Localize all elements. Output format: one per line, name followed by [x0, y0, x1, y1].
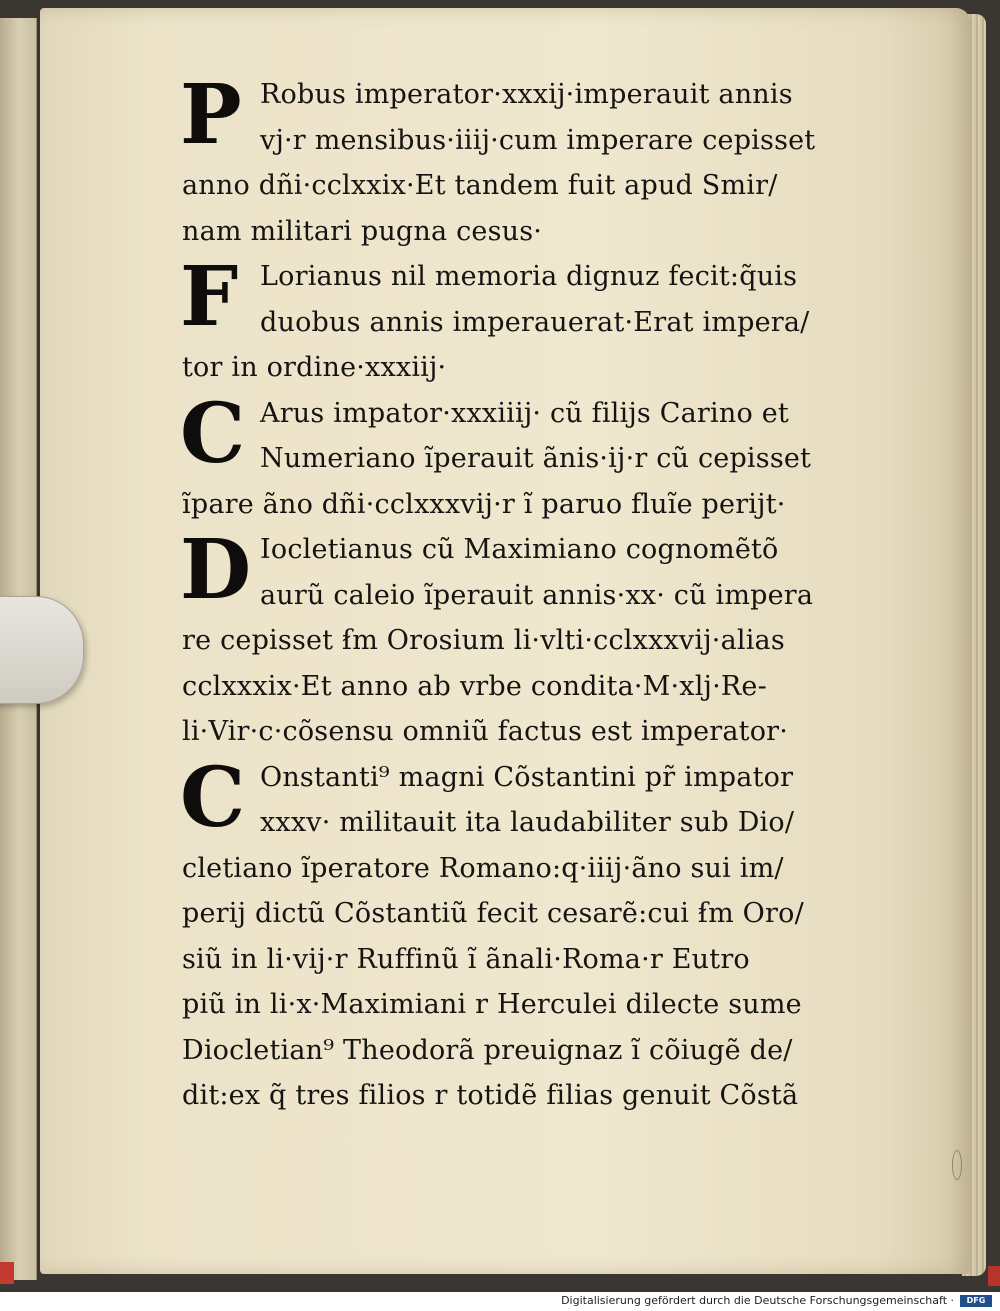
- text-line: Lorianus nil memoria dignuz fecit:q̃uis: [260, 261, 798, 292]
- page-clip: [0, 596, 84, 704]
- drop-initial: C: [180, 385, 246, 482]
- drop-initial: F: [180, 249, 239, 345]
- entry-florianus: [180, 249, 912, 391]
- text-line: Iocletianus cũ Maximiano cognomẽtõ: [260, 534, 779, 565]
- text-line: duobus annis imperauerat·Erat impera/: [260, 306, 810, 338]
- drop-initial: D: [180, 522, 252, 618]
- text-line: vj·r mensibus·iiij·cum imperare cepisset: [260, 124, 816, 156]
- footer-bar: [0, 1292, 1000, 1311]
- text-line: aurũ caleio ĩperauit annis·xx· cũ impera: [260, 579, 814, 611]
- margin-mark: [952, 1150, 962, 1180]
- text-line: nam militari pugna cesus·: [182, 215, 543, 247]
- text-line: dit:ex q̃ tres filios r totidẽ filias genuit Cõstã: [182, 1080, 799, 1111]
- drop-initial: P: [180, 67, 242, 163]
- entry-constantius: [180, 749, 912, 1119]
- text-line: siũ in li·vij·r Ruffinũ ĩ ãnali·Roma·r Eutro: [182, 943, 750, 975]
- text-line: Onstanti⁹ magni Cõstantini pr̃ impator: [260, 761, 794, 793]
- entry-carus: [180, 385, 912, 528]
- text-line: cletiano ĩperatore Romano:q·iiij·ãno sui im/: [182, 852, 784, 884]
- text-line: Arus impator·xxxiiij· cũ filijs Carino et: [260, 397, 789, 429]
- text-line: perij dictũ Cõstantiũ fecit cesarẽ:cui ẜm Oro/: [182, 898, 804, 929]
- text-line: Diocletian⁹ Theodorã preuignaz ĩ cõiugẽ de/: [182, 1034, 793, 1066]
- text-line: re cepisset ẜm Orosium li·vlti·cclxxxvij·alias: [182, 625, 785, 656]
- text-line: tor in ordine·xxxiij·: [182, 352, 447, 383]
- funding-credit: Digitalisierung gefördert durch die Deutsche Forschungsgemeinschaft ·: [561, 1294, 954, 1307]
- drop-initial: C: [180, 749, 246, 846]
- text-line: ĩpare ãno dñi·cclxxxvij·r ĩ paruo fluĩe perijt·: [182, 488, 786, 520]
- text-line: xxxv· militauit ita laudabiliter sub Dio/: [260, 807, 795, 838]
- text-block: [180, 67, 912, 1119]
- red-tab-left: [0, 1262, 14, 1284]
- dfg-logo-icon: DFG: [960, 1295, 992, 1307]
- entry-probus: [180, 67, 912, 254]
- text-line: Numeriano ĩperauit ãnis·ij·r cũ cepisset: [260, 443, 812, 474]
- text-line: Robus imperator·xxxij·imperauit annis: [260, 79, 793, 110]
- text-line: cclxxxix·Et anno ab vrbe condita·M·xlj·Re-: [182, 670, 767, 702]
- red-tab-right: [988, 1266, 1000, 1286]
- entry-diocletianus: [180, 522, 912, 755]
- text-line: anno dñi·cclxxix·Et tandem fuit apud Smir/: [182, 170, 778, 201]
- text-line: piũ in li·x·Maximiani r Herculei dilecte sume: [182, 989, 802, 1020]
- text-line: li·Vir·c·cõsensu omniũ factus est imperator·: [182, 716, 789, 747]
